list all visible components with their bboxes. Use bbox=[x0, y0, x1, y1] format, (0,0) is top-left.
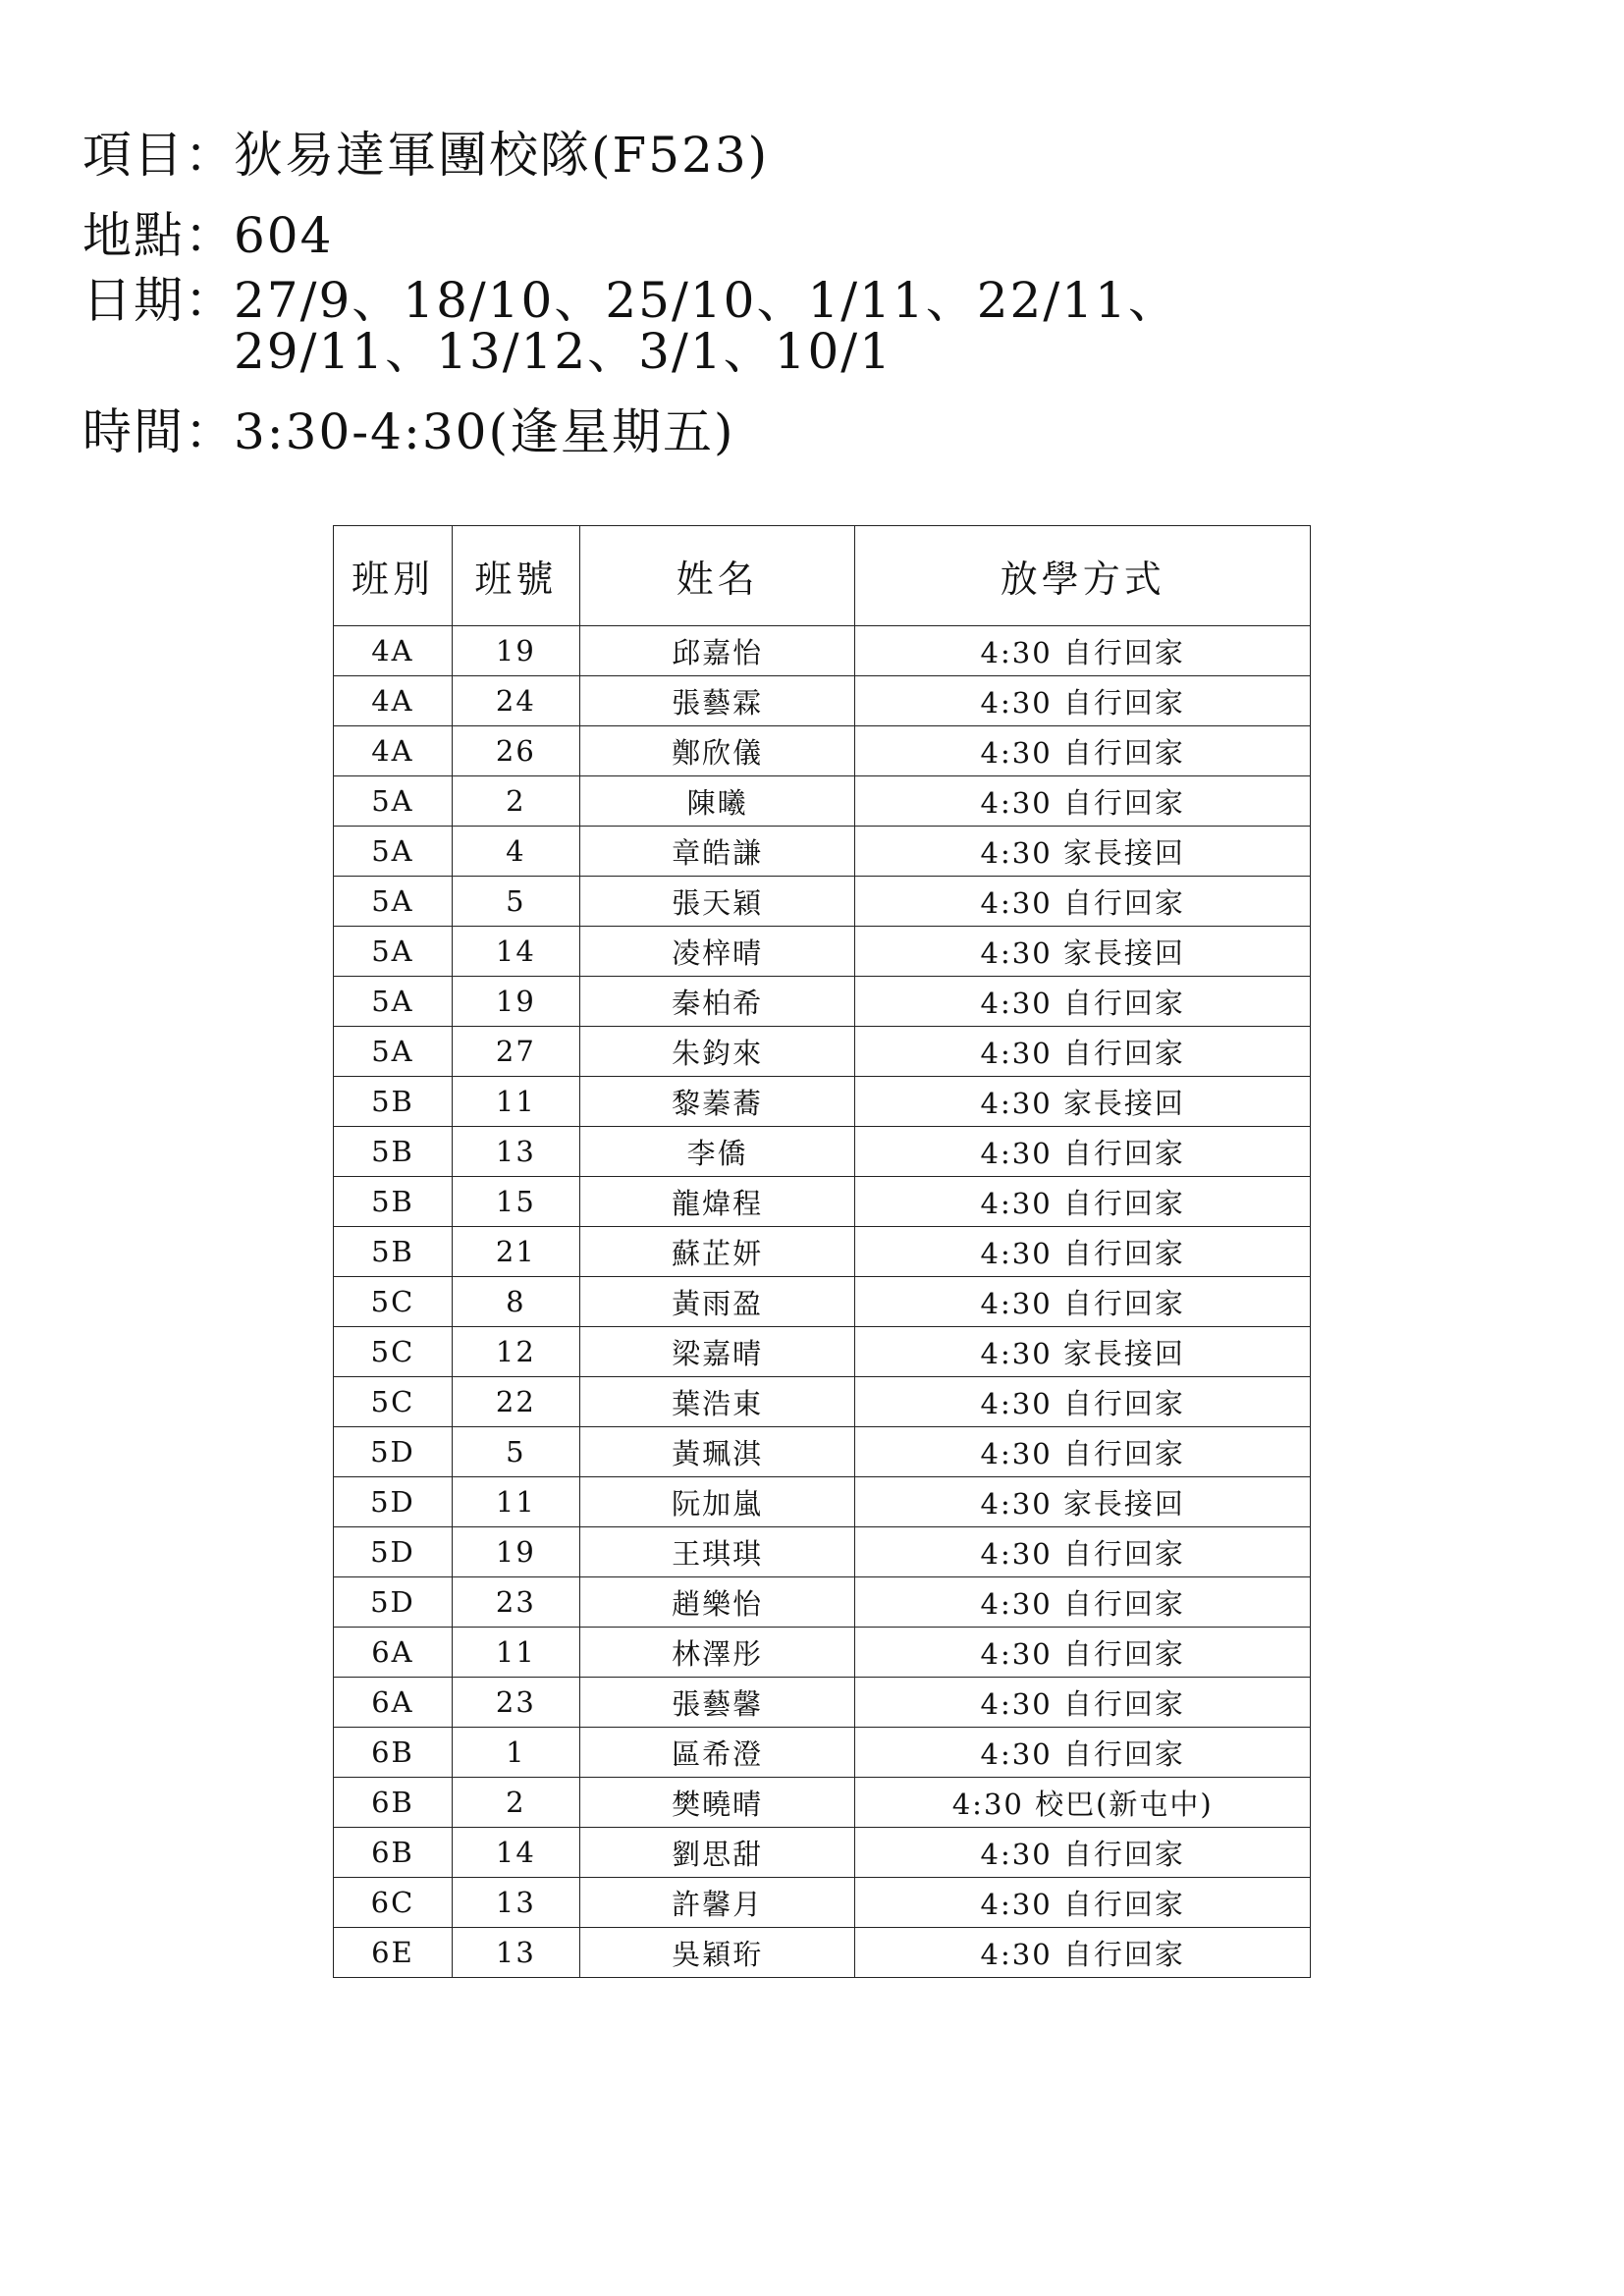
cell-class: 5A bbox=[334, 1027, 453, 1077]
item-row bbox=[82, 127, 1359, 184]
table-row bbox=[334, 1778, 1311, 1828]
cell-class: 6A bbox=[334, 1628, 453, 1678]
cell-class: 5B bbox=[334, 1127, 453, 1177]
cell-class-number: 11 bbox=[452, 1628, 579, 1678]
time-separator: ： bbox=[185, 403, 236, 460]
cell-dismissal: 4:30 自行回家 bbox=[855, 877, 1311, 927]
date-line-1: 27/9、18/10、25/10、1/11、22/11、 bbox=[234, 272, 1179, 329]
cell-class: 5C bbox=[334, 1277, 453, 1327]
cell-class-number: 5 bbox=[452, 877, 579, 927]
cell-class-number: 23 bbox=[452, 1577, 579, 1628]
cell-class: 5B bbox=[334, 1227, 453, 1277]
date-label: 日期 bbox=[82, 272, 185, 329]
cell-class: 4A bbox=[334, 676, 453, 726]
cell-class: 5A bbox=[334, 977, 453, 1027]
cell-class-number: 26 bbox=[452, 726, 579, 776]
cell-dismissal: 4:30 自行回家 bbox=[855, 626, 1311, 676]
cell-name: 王琪琪 bbox=[579, 1527, 855, 1577]
cell-name: 龍煒程 bbox=[579, 1177, 855, 1227]
cell-dismissal: 4:30 家長接回 bbox=[855, 827, 1311, 877]
cell-class: 6A bbox=[334, 1678, 453, 1728]
cell-name: 樊曉晴 bbox=[579, 1778, 855, 1828]
table-row bbox=[334, 927, 1311, 977]
cell-class: 5B bbox=[334, 1077, 453, 1127]
table-row bbox=[334, 726, 1311, 776]
cell-dismissal: 4:30 自行回家 bbox=[855, 977, 1311, 1027]
column-header-class-number: 班號 bbox=[452, 526, 579, 626]
table-row bbox=[334, 1878, 1311, 1928]
cell-name: 黃雨盈 bbox=[579, 1277, 855, 1327]
cell-class-number: 19 bbox=[452, 626, 579, 676]
cell-name: 章皓謙 bbox=[579, 827, 855, 877]
location-label: 地點 bbox=[82, 207, 185, 264]
table-row bbox=[334, 626, 1311, 676]
cell-class-number: 2 bbox=[452, 1778, 579, 1828]
cell-dismissal: 4:30 自行回家 bbox=[855, 1277, 1311, 1327]
cell-class: 5D bbox=[334, 1577, 453, 1628]
table-row bbox=[334, 676, 1311, 726]
date-row bbox=[82, 272, 1359, 380]
cell-name: 朱鈞來 bbox=[579, 1027, 855, 1077]
student-table bbox=[333, 525, 1311, 1978]
cell-class-number: 8 bbox=[452, 1277, 579, 1327]
cell-class-number: 1 bbox=[452, 1728, 579, 1778]
table-row bbox=[334, 1327, 1311, 1377]
cell-class-number: 24 bbox=[452, 676, 579, 726]
table-row bbox=[334, 1027, 1311, 1077]
cell-dismissal: 4:30 自行回家 bbox=[855, 1377, 1311, 1427]
cell-dismissal: 4:30 自行回家 bbox=[855, 1527, 1311, 1577]
table-row bbox=[334, 1477, 1311, 1527]
item-separator: ： bbox=[185, 127, 236, 184]
cell-class-number: 27 bbox=[452, 1027, 579, 1077]
cell-name: 葉浩東 bbox=[579, 1377, 855, 1427]
cell-dismissal: 4:30 自行回家 bbox=[855, 1928, 1311, 1978]
table-row bbox=[334, 1628, 1311, 1678]
document-header bbox=[82, 127, 1359, 460]
table-row bbox=[334, 776, 1311, 827]
cell-class-number: 13 bbox=[452, 1127, 579, 1177]
item-value: 狄易達軍團校隊(F523) bbox=[234, 127, 770, 184]
location-value: 604 bbox=[234, 207, 334, 264]
cell-name: 林澤彤 bbox=[579, 1628, 855, 1678]
cell-name: 鄭欣儀 bbox=[579, 726, 855, 776]
cell-name: 張天穎 bbox=[579, 877, 855, 927]
cell-name: 趙樂怡 bbox=[579, 1577, 855, 1628]
cell-class-number: 19 bbox=[452, 977, 579, 1027]
cell-dismissal: 4:30 家長接回 bbox=[855, 1327, 1311, 1377]
time-label: 時間 bbox=[82, 403, 185, 460]
cell-class: 5C bbox=[334, 1377, 453, 1427]
cell-dismissal: 4:30 校巴(新屯中) bbox=[855, 1778, 1311, 1828]
table-row bbox=[334, 1177, 1311, 1227]
table-row bbox=[334, 1427, 1311, 1477]
cell-class-number: 23 bbox=[452, 1678, 579, 1728]
cell-dismissal: 4:30 自行回家 bbox=[855, 1628, 1311, 1678]
cell-class: 5B bbox=[334, 1177, 453, 1227]
cell-class: 5A bbox=[334, 827, 453, 877]
cell-class-number: 13 bbox=[452, 1928, 579, 1978]
cell-dismissal: 4:30 自行回家 bbox=[855, 1678, 1311, 1728]
column-header-class: 班別 bbox=[334, 526, 453, 626]
cell-name: 吳穎珩 bbox=[579, 1928, 855, 1978]
cell-class: 5C bbox=[334, 1327, 453, 1377]
cell-dismissal: 4:30 自行回家 bbox=[855, 1127, 1311, 1177]
table-row bbox=[334, 1728, 1311, 1778]
cell-name: 張藝霖 bbox=[579, 676, 855, 726]
cell-class: 5A bbox=[334, 877, 453, 927]
cell-name: 李僑 bbox=[579, 1127, 855, 1177]
date-line-2: 29/11、13/12、3/1、10/1 bbox=[234, 323, 893, 380]
cell-dismissal: 4:30 自行回家 bbox=[855, 1878, 1311, 1928]
cell-class-number: 14 bbox=[452, 1828, 579, 1878]
table-body bbox=[334, 626, 1311, 1978]
cell-name: 張藝馨 bbox=[579, 1678, 855, 1728]
cell-class-number: 5 bbox=[452, 1427, 579, 1477]
cell-class-number: 4 bbox=[452, 827, 579, 877]
cell-dismissal: 4:30 自行回家 bbox=[855, 1728, 1311, 1778]
cell-class: 5D bbox=[334, 1477, 453, 1527]
cell-name: 黎蓁蕎 bbox=[579, 1077, 855, 1127]
cell-name: 許馨月 bbox=[579, 1878, 855, 1928]
cell-name: 邱嘉怡 bbox=[579, 626, 855, 676]
table-row bbox=[334, 1377, 1311, 1427]
cell-class-number: 2 bbox=[452, 776, 579, 827]
cell-class: 6B bbox=[334, 1728, 453, 1778]
cell-class: 5D bbox=[334, 1427, 453, 1477]
table-row bbox=[334, 1928, 1311, 1978]
cell-name: 蘇芷妍 bbox=[579, 1227, 855, 1277]
cell-class: 5A bbox=[334, 776, 453, 827]
cell-class-number: 13 bbox=[452, 1878, 579, 1928]
date-separator: ： bbox=[185, 272, 236, 329]
table-row bbox=[334, 1127, 1311, 1177]
column-header-name: 姓名 bbox=[579, 526, 855, 626]
cell-class: 6C bbox=[334, 1878, 453, 1928]
time-value: 3:30-4:30(逢星期五) bbox=[234, 403, 735, 460]
cell-name: 區希澄 bbox=[579, 1728, 855, 1778]
cell-name: 凌梓晴 bbox=[579, 927, 855, 977]
cell-dismissal: 4:30 自行回家 bbox=[855, 1177, 1311, 1227]
cell-dismissal: 4:30 自行回家 bbox=[855, 676, 1311, 726]
cell-class: 4A bbox=[334, 626, 453, 676]
table-row bbox=[334, 1828, 1311, 1878]
cell-dismissal: 4:30 自行回家 bbox=[855, 1427, 1311, 1477]
table-row bbox=[334, 1077, 1311, 1127]
table-row bbox=[334, 827, 1311, 877]
column-header-dismissal: 放學方式 bbox=[855, 526, 1311, 626]
cell-class: 4A bbox=[334, 726, 453, 776]
cell-class: 6E bbox=[334, 1928, 453, 1978]
cell-name: 劉思甜 bbox=[579, 1828, 855, 1878]
table-row bbox=[334, 1527, 1311, 1577]
cell-name: 黃珮淇 bbox=[579, 1427, 855, 1477]
cell-class: 6B bbox=[334, 1778, 453, 1828]
cell-class: 6B bbox=[334, 1828, 453, 1878]
location-row bbox=[82, 207, 1359, 264]
cell-name: 陳曦 bbox=[579, 776, 855, 827]
item-label: 項目 bbox=[82, 127, 185, 184]
cell-dismissal: 4:30 自行回家 bbox=[855, 1027, 1311, 1077]
table-row bbox=[334, 1678, 1311, 1728]
cell-class-number: 15 bbox=[452, 1177, 579, 1227]
cell-class-number: 22 bbox=[452, 1377, 579, 1427]
cell-dismissal: 4:30 自行回家 bbox=[855, 1577, 1311, 1628]
cell-name: 阮加嵐 bbox=[579, 1477, 855, 1527]
cell-dismissal: 4:30 自行回家 bbox=[855, 1227, 1311, 1277]
cell-class-number: 19 bbox=[452, 1527, 579, 1577]
cell-class-number: 11 bbox=[452, 1477, 579, 1527]
cell-dismissal: 4:30 自行回家 bbox=[855, 1828, 1311, 1878]
cell-class-number: 12 bbox=[452, 1327, 579, 1377]
cell-class: 5D bbox=[334, 1527, 453, 1577]
cell-dismissal: 4:30 自行回家 bbox=[855, 776, 1311, 827]
cell-class: 5A bbox=[334, 927, 453, 977]
cell-dismissal: 4:30 家長接回 bbox=[855, 927, 1311, 977]
table-header-row bbox=[334, 526, 1311, 626]
table-row bbox=[334, 1227, 1311, 1277]
cell-class-number: 14 bbox=[452, 927, 579, 977]
table-row bbox=[334, 977, 1311, 1027]
cell-name: 梁嘉晴 bbox=[579, 1327, 855, 1377]
date-value bbox=[234, 272, 1359, 380]
table-row bbox=[334, 1577, 1311, 1628]
cell-class-number: 11 bbox=[452, 1077, 579, 1127]
cell-dismissal: 4:30 家長接回 bbox=[855, 1077, 1311, 1127]
time-row bbox=[82, 403, 1359, 460]
cell-dismissal: 4:30 家長接回 bbox=[855, 1477, 1311, 1527]
table-row bbox=[334, 1277, 1311, 1327]
location-separator: ： bbox=[185, 207, 236, 264]
table-row bbox=[334, 877, 1311, 927]
cell-dismissal: 4:30 自行回家 bbox=[855, 726, 1311, 776]
cell-name: 秦柏希 bbox=[579, 977, 855, 1027]
cell-class-number: 21 bbox=[452, 1227, 579, 1277]
